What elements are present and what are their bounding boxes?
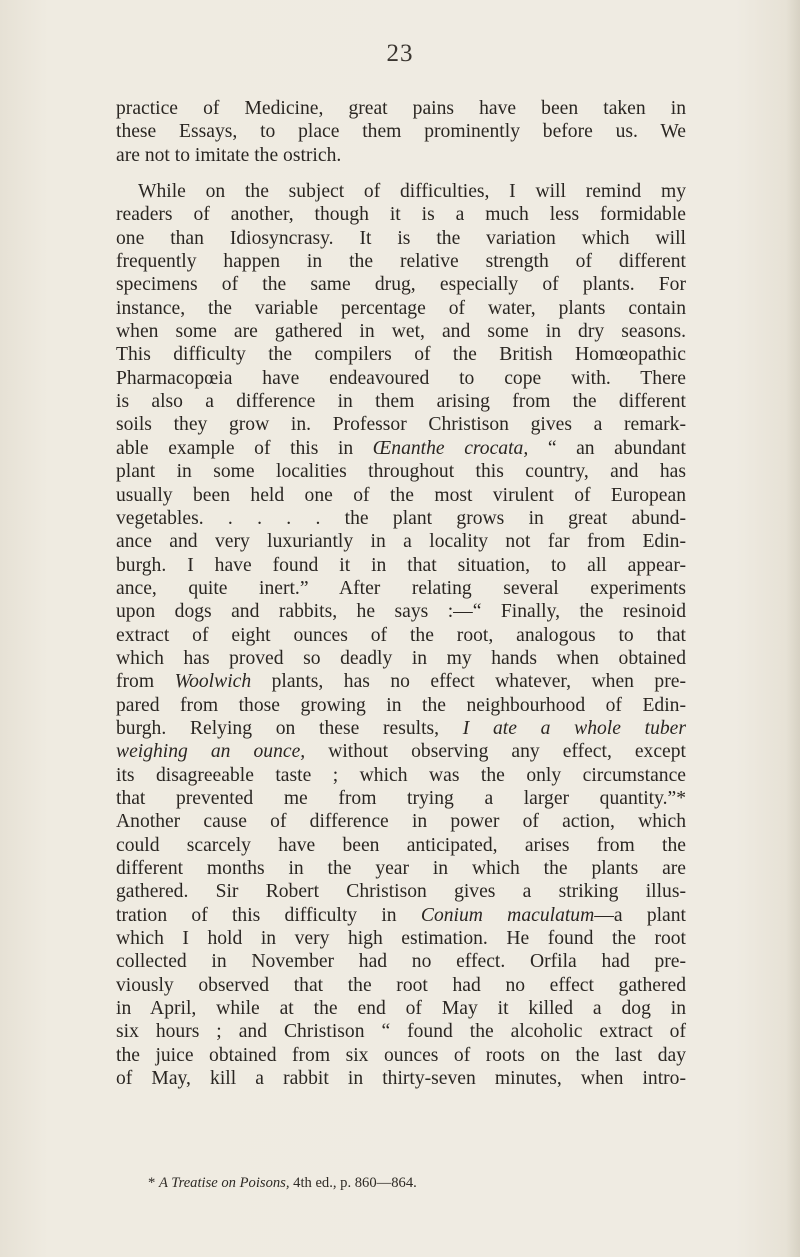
text-line — [116, 740, 686, 763]
text-line: Another cause of difference in power of action, which — [116, 811, 686, 833]
text-fragment: tration of this difficulty in — [116, 904, 421, 926]
text-line: vegetables. . . . . the plant grows in great abund- — [116, 507, 686, 529]
text-line: these Essays, to place them prominently before us. We — [116, 121, 686, 143]
footnote — [148, 1174, 708, 1192]
text-line: its disagreeable taste ; which was the only circumstance — [116, 764, 686, 786]
text-line: gathered. Sir Robert Christison gives a striking illus- — [116, 881, 686, 903]
text-line: This difficulty the compilers of the British Homœopathic — [116, 344, 686, 366]
text-fragment: burgh. Relying on these results, — [116, 717, 463, 739]
text-line: practice of Medicine, great pains have been taken in — [116, 98, 686, 119]
text-line: in April, while at the end of May it killed a dog in — [116, 998, 686, 1020]
italic-plant-name: Œnanthe crocata, — [372, 437, 529, 459]
text-line — [116, 437, 686, 460]
text-line: the juice obtained from six ounces of roots on the last day — [116, 1044, 686, 1066]
body-text — [116, 97, 686, 1090]
italic-emphasis: weighing an ounce, — [116, 741, 306, 763]
text-line: instance, the variable percentage of water, plants contain — [116, 297, 686, 319]
text-line — [116, 670, 686, 693]
text-line: collected in November had no effect. Orfila had pre- — [116, 951, 686, 973]
text-line: frequently happen in the relative strength of different — [116, 251, 686, 273]
text-line: While on the subject of difficulties, I will remind my — [138, 181, 686, 203]
text-line: ance and very luxuriantly in a locality not far from Edin- — [116, 531, 686, 553]
text-line: extract of eight ounces of the root, analogous to that — [116, 624, 686, 646]
text-line: could scarcely have been anticipated, arises from the — [116, 834, 686, 856]
text-line: which I hold in very high estimation. He found the root — [116, 928, 686, 950]
text-fragment: able example of this in — [116, 437, 373, 459]
text-line: are not to imitate the ostrich. — [116, 144, 342, 166]
text-line: Pharmacopœia have endeavoured to cope with. There — [116, 367, 686, 389]
text-line: is also a difference in them arising from the different — [116, 391, 686, 413]
footnote-reference: 4th ed., p. 860—864. — [289, 1175, 417, 1191]
text-line: one than Idiosyncrasy. It is the variation which will — [116, 227, 686, 249]
text-line: readers of another, though it is a much less formidable — [116, 204, 686, 226]
text-fragment: from — [116, 671, 175, 693]
text-line: specimens of the same drug, especially of plants. For — [116, 274, 686, 296]
italic-place-name: Woolwich — [174, 671, 252, 693]
text-line: six hours ; and Christison “ found the alcoholic extract of — [116, 1021, 686, 1043]
text-line: which has proved so deadly in my hands when obtained — [116, 647, 686, 669]
text-line: ance, quite inert.” After relating several experiments — [116, 577, 686, 599]
text-line: pared from those growing in the neighbourhood of Edin- — [116, 694, 686, 716]
text-line: when some are gathered in wet, and some in dry seasons. — [116, 321, 686, 343]
text-line: soils they grow in. Professor Christison gives a remark- — [116, 414, 686, 436]
text-line: that prevented me from trying a larger quantity.”* — [116, 787, 686, 809]
text-fragment: —a plant — [594, 904, 686, 926]
footnote-marker: * — [148, 1175, 156, 1191]
text-line: different months in the year in which the plants are — [116, 858, 686, 879]
paragraph-gap — [116, 167, 686, 180]
text-line: viously observed that the root had no effect gathered — [116, 974, 686, 996]
text-line: usually been held one of the most virulent of European — [116, 484, 686, 506]
text-fragment: “ an abundant — [528, 437, 686, 459]
text-fragment: plants, has no effect whatever, when pre- — [251, 671, 686, 693]
text-fragment: without observing any effect, except — [305, 741, 686, 763]
text-line: of May, kill a rabbit in thirty-seven minutes, when intro- — [116, 1068, 686, 1090]
footnote-title: A Treatise on Poisons, — [158, 1175, 290, 1191]
text-line: burgh. I have found it in that situation, to all appear- — [116, 554, 686, 576]
text-line: upon dogs and rabbits, he says :—“ Finally, the resinoid — [116, 601, 686, 623]
text-line — [116, 904, 686, 927]
page-edge-shadow — [786, 0, 800, 1257]
text-line — [116, 717, 686, 740]
text-line: plant in some localities throughout this country, and has — [116, 461, 686, 483]
italic-emphasis: I ate a whole tuber — [462, 717, 687, 739]
italic-plant-name: Conium maculatum — [420, 904, 595, 926]
page-number: 23 — [386, 40, 414, 67]
